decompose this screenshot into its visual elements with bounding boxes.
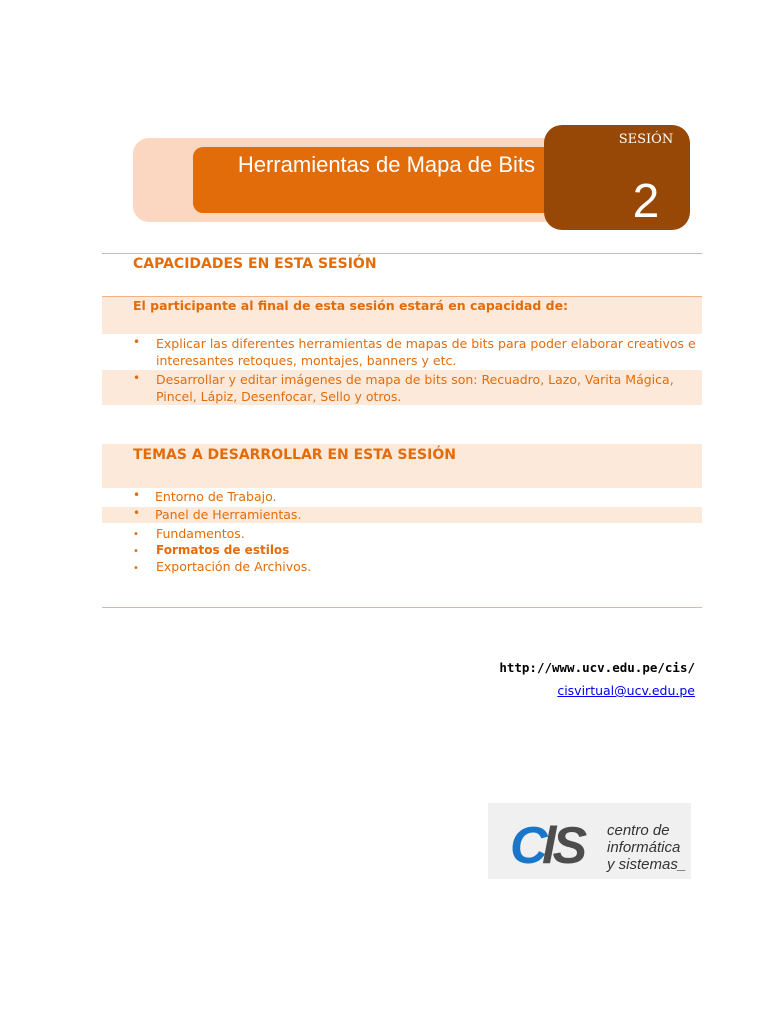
capacidades-heading: CAPACIDADES EN ESTA SESIÓN [133, 256, 377, 272]
session-number: 2 [632, 175, 660, 228]
bullet-icon: • [133, 529, 139, 540]
capacidad-item: Desarrollar y editar imágenes de mapa de bits son: Recuadro, Lazo, Varita Mágica, Pincel, Lápiz, Desenfocar, Sello y otros. [156, 372, 674, 404]
bullet-icon: • [133, 563, 139, 574]
capacidades-intro: El participante al final de esta sesión estará en capacidad de: [133, 298, 569, 313]
bullet-icon: • [133, 488, 141, 502]
tema-item: Fundamentos. [156, 526, 245, 541]
section-divider [102, 607, 702, 608]
logo-tagline-line: y sistemas_ [607, 856, 687, 873]
tema-item: Entorno de Trabajo. [155, 489, 277, 504]
bullet-icon: • [133, 546, 139, 557]
tema-item: Panel de Herramientas. [155, 507, 302, 522]
logo-tagline-line: informática [607, 839, 681, 856]
logo-letters-ls: lS [542, 817, 584, 875]
bullet-icon: • [133, 335, 141, 349]
bullet-icon: • [133, 506, 141, 520]
page-title: Herramientas de Mapa de Bits [237, 152, 535, 177]
logo-tagline-line: centro de [607, 822, 670, 839]
logo-letter-c: C [510, 817, 542, 875]
bullet-icon: • [133, 371, 141, 385]
session-label: SESIÓN [618, 132, 674, 147]
tema-item: Exportación de Archivos. [156, 559, 312, 574]
website-url[interactable]: http://www.ucv.edu.pe/cis/ [499, 660, 695, 675]
email-link[interactable]: cisvirtual@ucv.edu.pe [557, 683, 695, 698]
logo-tagline [607, 822, 686, 873]
section-divider [102, 253, 702, 254]
capacidad-item: Explicar las diferentes herramientas de mapas de bits para poder elaborar creativos e interesantes retoques, montajes, banners y etc. [156, 336, 696, 368]
tema-item: Formatos de estilos [156, 543, 290, 557]
temas-heading: TEMAS A DESARROLLAR EN ESTA SESIÓN [133, 447, 456, 463]
